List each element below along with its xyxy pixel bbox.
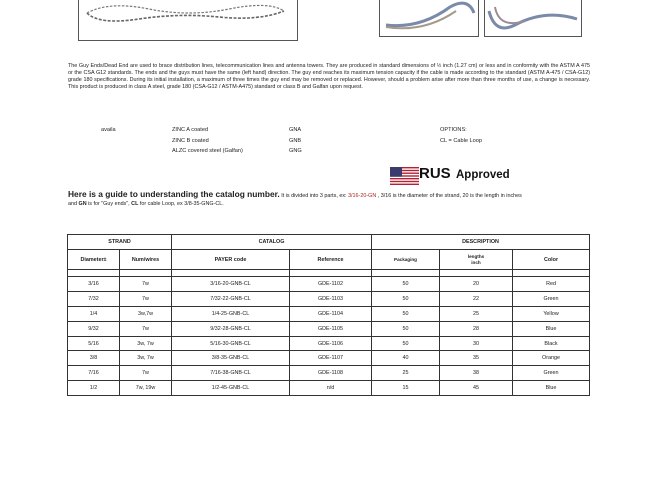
payer-code-cell: 5/16-30-GNB-CL: [172, 336, 290, 351]
coating-code-a: GNA: [289, 127, 302, 133]
description-header: DESCRIPTION: [372, 235, 590, 250]
reference-cell: GDE-1106: [290, 336, 372, 351]
diameter-cell: 5/16: [68, 336, 120, 351]
num-wires-cell: 7w: [120, 321, 172, 336]
length-cell: 38: [440, 366, 513, 381]
catalog-table: [67, 234, 590, 396]
reference-header: Reference: [290, 250, 372, 270]
reference-cell: GDE-1105: [290, 321, 372, 336]
options-title: OPTIONS:: [440, 127, 467, 133]
table-row: [68, 351, 590, 366]
guy-end-drawing: [79, 0, 297, 40]
color-cell: Green: [513, 291, 590, 306]
packaging-cell: 50: [372, 291, 440, 306]
coating-code-g: GNG: [289, 148, 302, 154]
reference-cell: n/d: [290, 381, 372, 396]
coating-name-b: ZINC B coated: [172, 138, 209, 144]
spacer-row: [68, 270, 590, 277]
length-cell: 45: [440, 381, 513, 396]
reference-cell: GDE-1103: [290, 291, 372, 306]
num-wires-cell: 3w, 7w: [120, 336, 172, 351]
payer-code-cell: 7/32-22-GNB-CL: [172, 291, 290, 306]
us-flag-icon: [390, 167, 419, 185]
payer-code-header: PAYER code: [172, 250, 290, 270]
guide-text-2: , 3/16 is the diameter of the strand, 20 is the length in inches: [376, 193, 522, 199]
packaging-cell: 50: [372, 336, 440, 351]
num-wires-cell: 7w: [120, 366, 172, 381]
diameter-cell: 9/32: [68, 321, 120, 336]
table-row: [68, 381, 590, 396]
strand-header: STRAND: [68, 235, 172, 250]
payer-code-cell: 7/16-38-GNB-CL: [172, 366, 290, 381]
guy-end-photo-1-drawing: [380, 0, 478, 36]
diameter-header: Diameter±: [68, 250, 120, 270]
guide-text-4: is for "Guy ends",: [86, 201, 132, 207]
guide-example: 3/16-20-GN: [348, 193, 377, 199]
num-wires-cell: 3w, 7w: [120, 351, 172, 366]
guy-end-photo-2-drawing: [485, 0, 581, 36]
packaging-header-label: Packaging: [394, 256, 417, 262]
length-cell: 35: [440, 351, 513, 366]
table-row: [68, 306, 590, 321]
diameter-cell: 3/8: [68, 351, 120, 366]
packaging-cell: 15: [372, 381, 440, 396]
guy-end-photo-1: [379, 0, 479, 37]
rus-label: RUS: [419, 165, 451, 182]
guy-end-product-image: [78, 0, 298, 41]
color-cell: Orange: [513, 351, 590, 366]
length-cell: 28: [440, 321, 513, 336]
length-header-line1: lengths: [467, 254, 485, 259]
catalog-header: CATALOG: [172, 235, 372, 250]
length-cell: 22: [440, 291, 513, 306]
guide-cl: CL: [131, 201, 139, 207]
payer-code-cell: 9/32-28-GNB-CL: [172, 321, 290, 336]
num-wires-cell: 7w: [120, 291, 172, 306]
reference-cell: GDE-1104: [290, 306, 372, 321]
guide-gn: GN: [78, 201, 87, 207]
length-header-line2: inch: [471, 259, 481, 265]
diameter-cell: 7/32: [68, 291, 120, 306]
guy-end-photo-2: [484, 0, 582, 37]
guide-text-1: It is divided into 3 parts, ex:: [279, 193, 349, 199]
num-wires-header: Num/wires: [120, 250, 172, 270]
color-cell: Red: [513, 277, 590, 292]
catalog-guide: [68, 190, 592, 208]
diameter-cell: 1/4: [68, 306, 120, 321]
color-cell: Blue: [513, 381, 590, 396]
approved-label: Approved: [456, 169, 510, 181]
length-cell: 20: [440, 277, 513, 292]
table-row: [68, 277, 590, 292]
num-wires-cell: 7w: [120, 277, 172, 292]
reference-cell: GDE-1107: [290, 351, 372, 366]
coating-code-b: GNB: [289, 138, 302, 144]
packaging-cell: 50: [372, 306, 440, 321]
length-cell: 25: [440, 306, 513, 321]
length-header: [440, 250, 513, 270]
color-cell: Green: [513, 366, 590, 381]
diameter-cell: 1/2: [68, 381, 120, 396]
diameter-cell: 3/16: [68, 277, 120, 292]
table-row: [68, 336, 590, 351]
product-description: The Guy Ends/Dead End are used to brace distribution lines, telecommunication lines and antenna towers. They are produced in standard dimensions of ½ inch (1.27 cm) or less and in conformity with the ASTM A 475 or the CSA G12 standards. The ends and the guys must have the same (left hand) direction. The guy end reaches its maximum tension capacity if the cable is made according to the standard (ASTM A-475 / CSA-G12) grade 180 specifications. During its initial installation, a maximum of three times the guy end may be removed or replaced. However, should a problem arise after more than three months of use, a change is necessary. This product is produced in class A steel, grade 180 (CSA-G12 / ASTM-A475) standard or class B and Galfan upon request.: [68, 63, 590, 91]
guide-text-5: for cable Loop, ex 3/8-35-GNG-CL.: [138, 201, 224, 207]
availability-label: availa: [101, 127, 116, 133]
packaging-cell: 50: [372, 321, 440, 336]
packaging-cell: 25: [372, 366, 440, 381]
guide-heading: Here is a guide to understanding the catalog number.: [68, 189, 280, 199]
color-cell: Black: [513, 336, 590, 351]
num-wires-cell: 7w, 19w: [120, 381, 172, 396]
color-cell: Blue: [513, 321, 590, 336]
packaging-cell: 40: [372, 351, 440, 366]
coating-name-g: ALZC covered steel (Galfan): [172, 148, 243, 154]
diameter-cell: 7/16: [68, 366, 120, 381]
payer-code-cell: 1/4-25-GNB-CL: [172, 306, 290, 321]
packaging-header: [372, 250, 440, 270]
reference-cell: GDE-1108: [290, 366, 372, 381]
num-wires-cell: 3w,7w: [120, 306, 172, 321]
table-row: [68, 291, 590, 306]
length-cell: 30: [440, 336, 513, 351]
payer-code-cell: 3/16-20-GNB-CL: [172, 277, 290, 292]
options-item: CL = Cable Loop: [440, 138, 482, 144]
coating-name-a: ZINC A coated: [172, 127, 209, 133]
reference-cell: GDE-1102: [290, 277, 372, 292]
color-cell: Yellow: [513, 306, 590, 321]
payer-code-cell: 3/8-35-GNB-CL: [172, 351, 290, 366]
table-row: [68, 321, 590, 336]
packaging-cell: 50: [372, 277, 440, 292]
payer-code-cell: 1/2-45-GNB-CL: [172, 381, 290, 396]
color-header: Color: [513, 250, 590, 270]
guide-text-3: and: [68, 201, 79, 207]
table-row: [68, 366, 590, 381]
